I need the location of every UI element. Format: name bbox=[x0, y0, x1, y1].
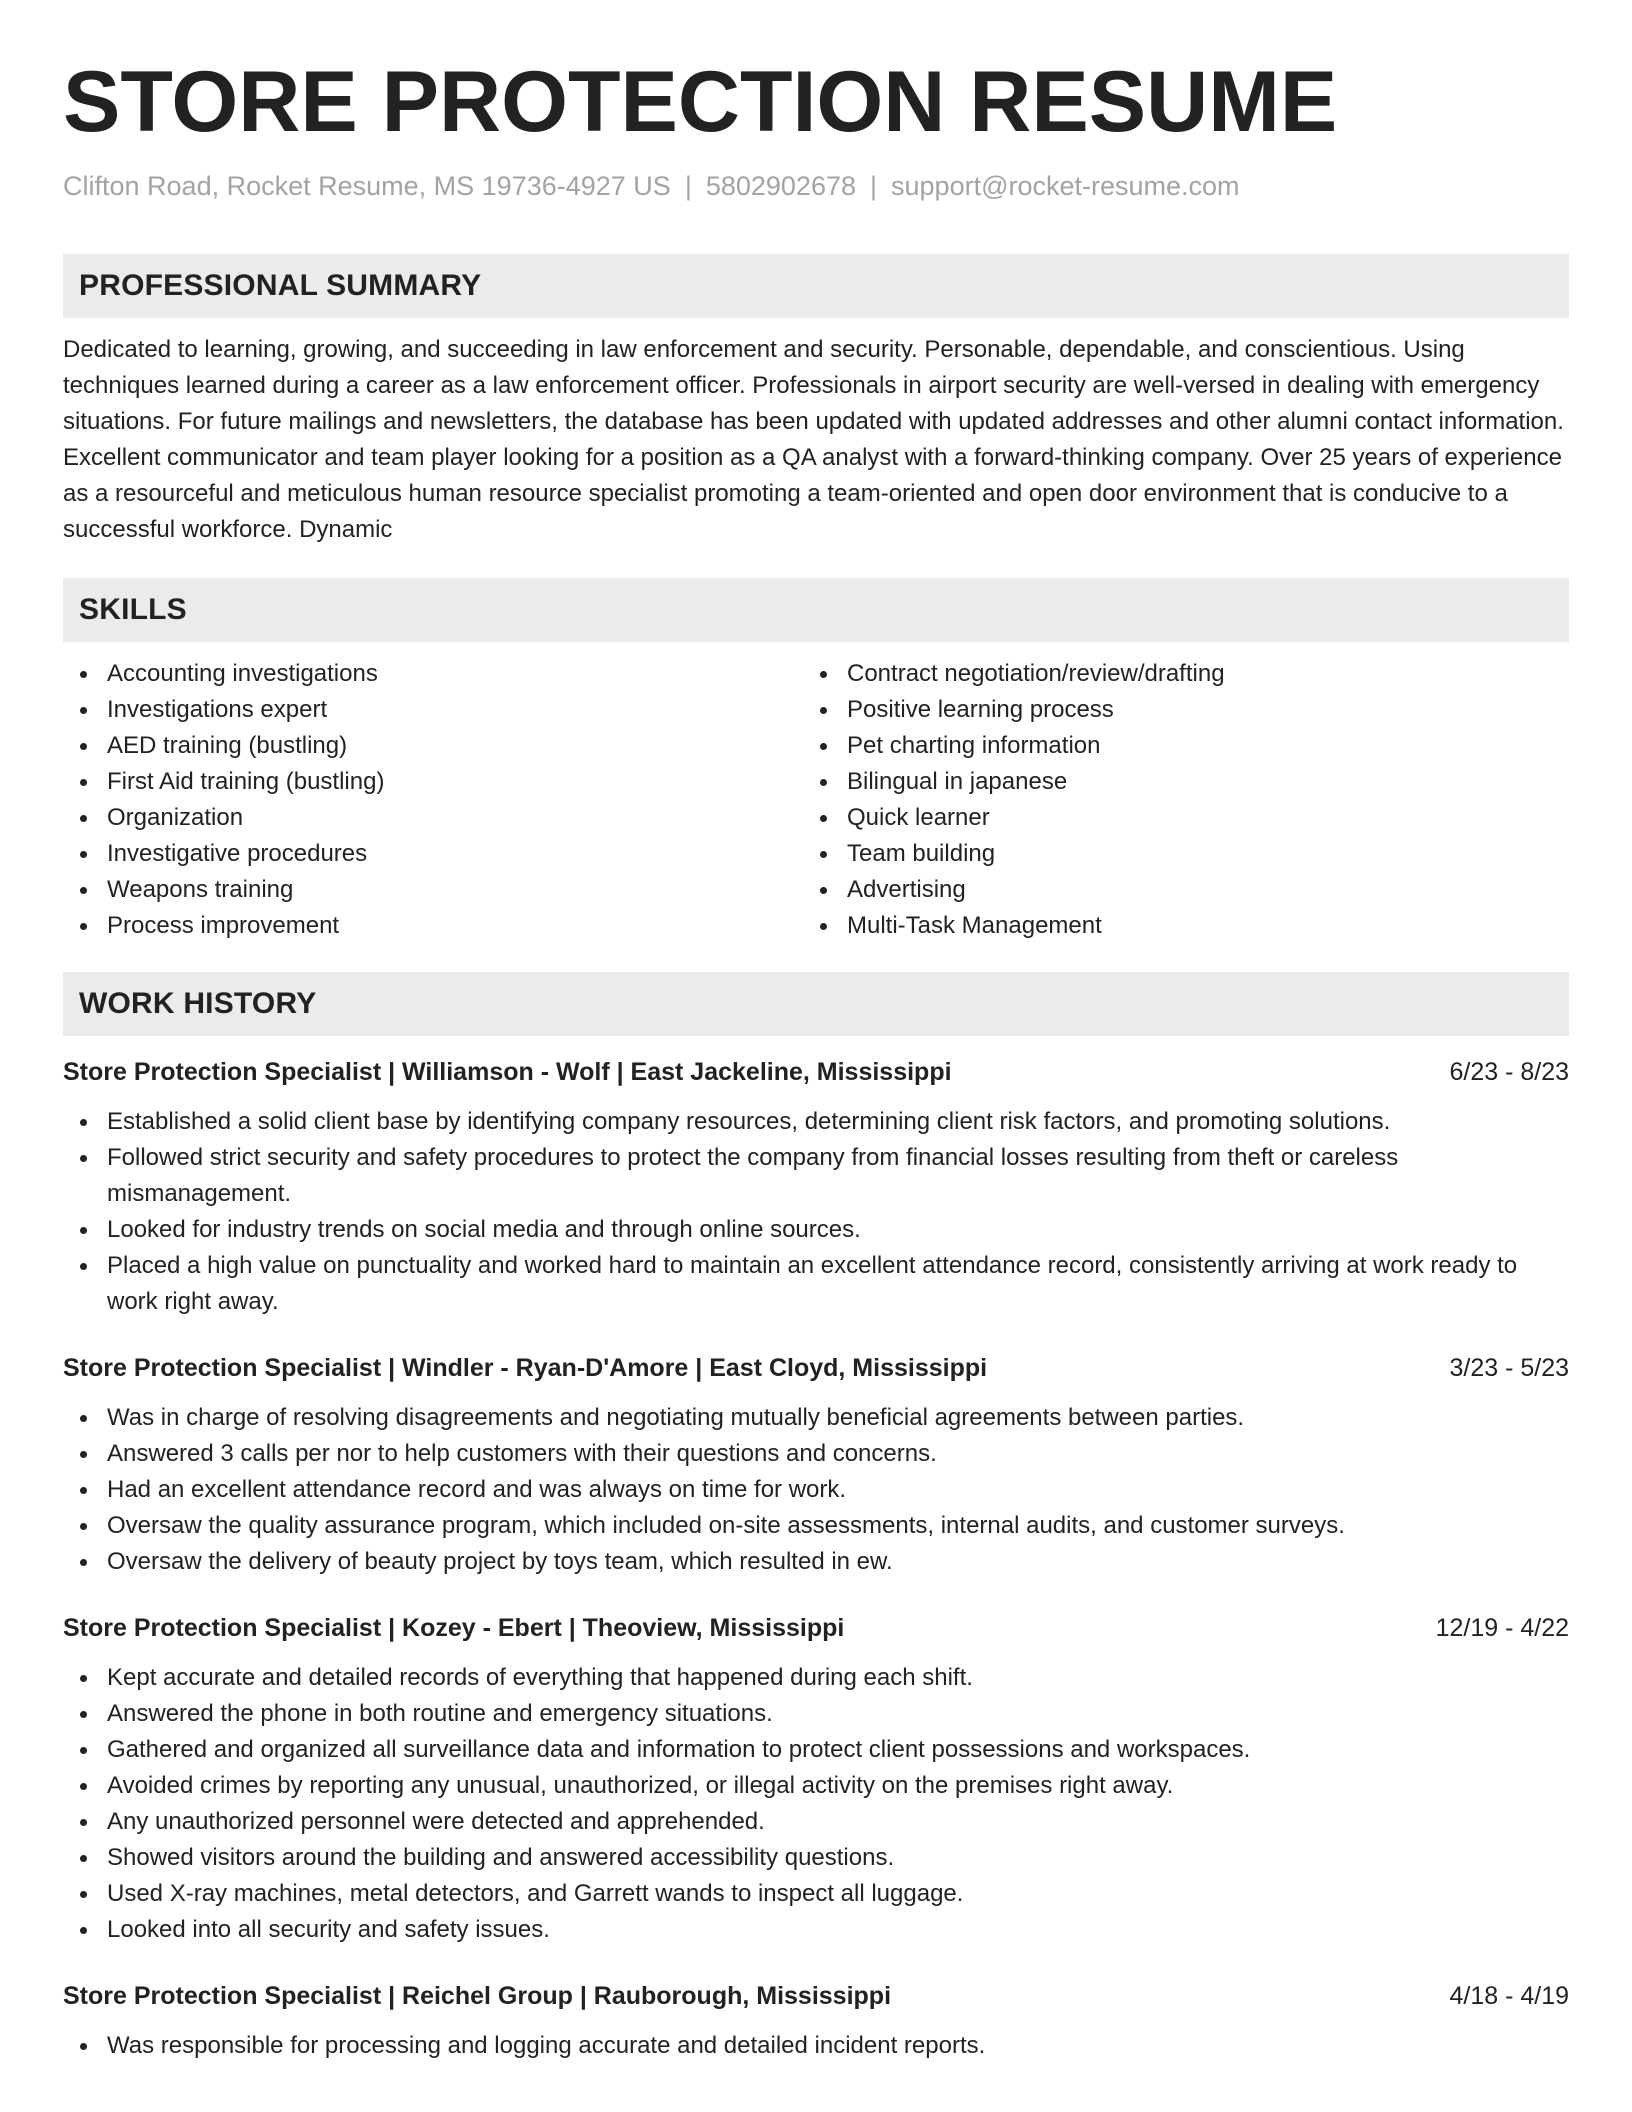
job-bullet: Answered the phone in both routine and emergency situations. bbox=[63, 1696, 1569, 1732]
skill-item: Weapons training bbox=[63, 872, 803, 908]
job-bullet: Oversaw the quality assurance program, which included on-site assessments, internal audits, and customer surveys. bbox=[63, 1508, 1569, 1544]
skill-item: Accounting investigations bbox=[63, 656, 803, 692]
job-bullet: Was responsible for processing and logging accurate and detailed incident reports. bbox=[63, 2028, 1569, 2064]
job-entry bbox=[63, 1610, 1569, 1948]
summary-text: Dedicated to learning, growing, and succeeding in law enforcement and security. Personable, dependable, and conscientious. Using techniques learned during a career as a law enforcement officer. Professionals in airport security are well-versed in dealing with emergency situations. For future mailings and newsletters, the database has been updated with updated addresses and other alumni contact information. Excellent communicator and team player looking for a position as a QA analyst with a forward-thinking company. Over 25 years of experience as a resourceful and meticulous human resource specialist promoting a team-oriented and open door environment that is conducive to a successful workforce. Dynamic bbox=[63, 336, 1564, 543]
job-header bbox=[63, 1610, 1569, 1646]
job-bullets bbox=[63, 2028, 1569, 2064]
job-header bbox=[63, 1054, 1569, 1090]
job-bullet: Answered 3 calls per nor to help customers with their questions and concerns. bbox=[63, 1436, 1569, 1472]
job-bullet: Avoided crimes by reporting any unusual, unauthorized, or illegal activity on the premises right away. bbox=[63, 1768, 1569, 1804]
job-title: Store Protection Specialist | Williamson - Wolf | East Jackeline, Mississippi bbox=[63, 1058, 952, 1086]
contact-address: Clifton Road, Rocket Resume, MS 19736-4927 US bbox=[63, 171, 671, 201]
contact-line bbox=[63, 170, 1569, 202]
skills-grid bbox=[63, 656, 1569, 944]
job-bullet: Looked for industry trends on social media and through online sources. bbox=[63, 1212, 1569, 1248]
job-bullets bbox=[63, 1660, 1569, 1948]
section-header-skills: SKILLS bbox=[63, 578, 1569, 642]
contact-email: support@rocket-resume.com bbox=[891, 171, 1240, 201]
contact-phone: 5802902678 bbox=[705, 171, 856, 201]
resume-title: STORE PROTECTION RESUME bbox=[63, 54, 1338, 150]
skill-item: Pet charting information bbox=[803, 728, 1543, 764]
skill-item: Team building bbox=[803, 836, 1543, 872]
job-bullet: Showed visitors around the building and answered accessibility questions. bbox=[63, 1840, 1569, 1876]
job-header bbox=[63, 1350, 1569, 1386]
skills-list-right bbox=[803, 656, 1543, 944]
job-bullet: Had an excellent attendance record and was always on time for work. bbox=[63, 1472, 1569, 1508]
section-header-work-history: WORK HISTORY bbox=[63, 972, 1569, 1036]
skill-item: First Aid training (bustling) bbox=[63, 764, 803, 800]
job-dates: 4/18 - 4/19 bbox=[1449, 1982, 1569, 2010]
skill-item: Positive learning process bbox=[803, 692, 1543, 728]
job-title: Store Protection Specialist | Windler - Ryan-D'Amore | East Cloyd, Mississippi bbox=[63, 1354, 988, 1382]
skill-item: Quick learner bbox=[803, 800, 1543, 836]
job-bullets bbox=[63, 1400, 1569, 1580]
skills-column-right bbox=[803, 656, 1543, 944]
job-title: Store Protection Specialist | Kozey - Ebert | Theoview, Mississippi bbox=[63, 1614, 845, 1642]
skill-item: Organization bbox=[63, 800, 803, 836]
skill-item: Contract negotiation/review/drafting bbox=[803, 656, 1543, 692]
skill-item: Investigative procedures bbox=[63, 836, 803, 872]
section-header-summary: PROFESSIONAL SUMMARY bbox=[63, 254, 1569, 318]
job-entry bbox=[63, 1350, 1569, 1580]
job-bullet: Oversaw the delivery of beauty project by toys team, which resulted in ew. bbox=[63, 1544, 1569, 1580]
job-bullet: Followed strict security and safety procedures to protect the company from financial losses resulting from theft or careless mismanagement. bbox=[63, 1140, 1569, 1212]
skill-item: Investigations expert bbox=[63, 692, 803, 728]
skill-item: Multi-Task Management bbox=[803, 908, 1543, 944]
skill-item: Bilingual in japanese bbox=[803, 764, 1543, 800]
job-entry bbox=[63, 1054, 1569, 1320]
job-bullet: Kept accurate and detailed records of everything that happened during each shift. bbox=[63, 1660, 1569, 1696]
job-dates: 6/23 - 8/23 bbox=[1449, 1058, 1569, 1086]
job-bullet: Placed a high value on punctuality and worked hard to maintain an excellent attendance record, consistently arriving at work ready to work right away. bbox=[63, 1248, 1569, 1320]
job-bullet: Any unauthorized personnel were detected and apprehended. bbox=[63, 1804, 1569, 1840]
skill-item: Advertising bbox=[803, 872, 1543, 908]
skill-item: AED training (bustling) bbox=[63, 728, 803, 764]
job-bullet: Gathered and organized all surveillance data and information to protect client possessions and workspaces. bbox=[63, 1732, 1569, 1768]
job-bullet: Was in charge of resolving disagreements and negotiating mutually beneficial agreements between parties. bbox=[63, 1400, 1569, 1436]
job-bullet: Looked into all security and safety issues. bbox=[63, 1912, 1569, 1948]
skill-item: Process improvement bbox=[63, 908, 803, 944]
contact-separator: | bbox=[684, 171, 692, 201]
job-bullets bbox=[63, 1104, 1569, 1320]
job-entry bbox=[63, 1978, 1569, 2064]
job-bullet: Established a solid client base by identifying company resources, determining client risk factors, and promoting solutions. bbox=[63, 1104, 1569, 1140]
job-bullet: Used X-ray machines, metal detectors, and Garrett wands to inspect all luggage. bbox=[63, 1876, 1569, 1912]
contact-separator: | bbox=[870, 171, 878, 201]
job-dates: 3/23 - 5/23 bbox=[1449, 1354, 1569, 1382]
job-title: Store Protection Specialist | Reichel Group | Rauborough, Mississippi bbox=[63, 1982, 892, 2010]
job-dates: 12/19 - 4/22 bbox=[1435, 1614, 1569, 1642]
job-header bbox=[63, 1978, 1569, 2014]
skills-list-left bbox=[63, 656, 803, 944]
skills-column-left bbox=[63, 656, 803, 944]
